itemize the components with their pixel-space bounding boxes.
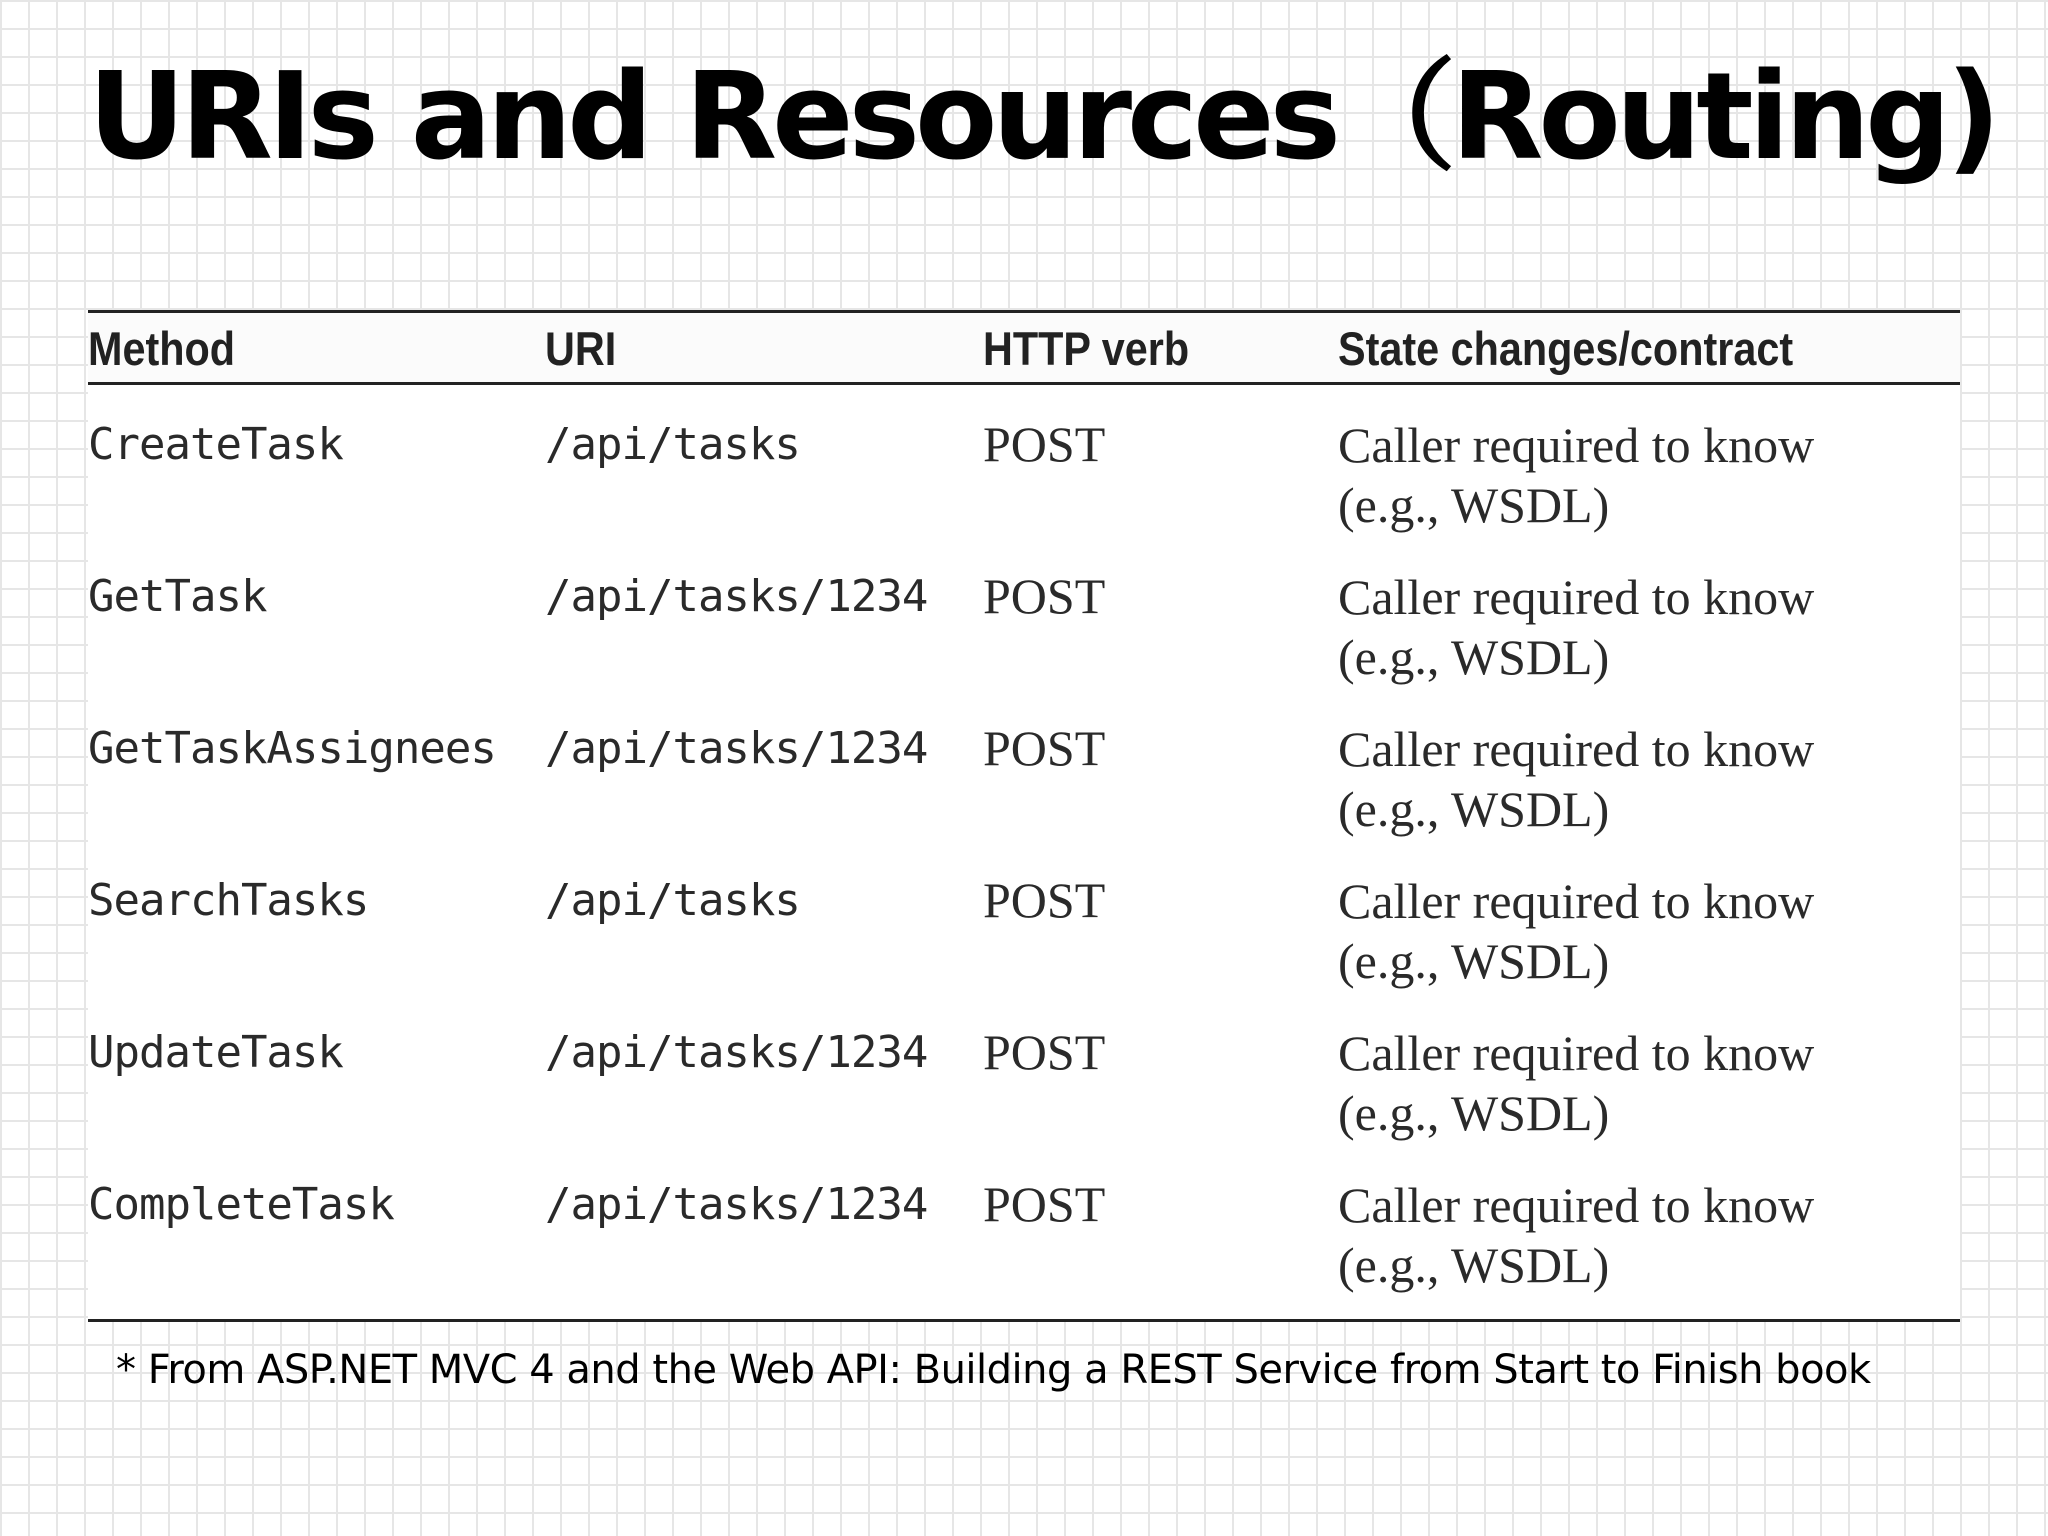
cell-state-line-2: (e.g., WSDL) [1338, 781, 1610, 837]
cell-uri: /api/tasks/1234 [545, 1179, 928, 1230]
routing-table [88, 310, 1960, 1322]
table-row [88, 689, 1960, 841]
table-row [88, 993, 1960, 1145]
cell-state-line-1: Caller required to know [1338, 1025, 1815, 1081]
header-state-changes: State changes/contract [1338, 322, 1794, 375]
cell-state-line-2: (e.g., WSDL) [1338, 477, 1610, 533]
cell-method: CreateTask [88, 419, 343, 470]
header-method: Method [88, 322, 236, 375]
cell-method: CompleteTask [88, 1179, 394, 1230]
header-uri: URI [545, 322, 617, 375]
cell-http-verb: POST [983, 872, 1106, 928]
table-row [88, 537, 1960, 689]
cell-uri: /api/tasks/1234 [545, 571, 928, 622]
table-header-row [88, 313, 1960, 385]
cell-state-line-2: (e.g., WSDL) [1338, 629, 1610, 685]
cell-state-line-2: (e.g., WSDL) [1338, 933, 1610, 989]
cell-state [1338, 1175, 1814, 1295]
cell-state-line-1: Caller required to know [1338, 569, 1815, 625]
cell-state-line-2: (e.g., WSDL) [1338, 1085, 1610, 1141]
cell-uri: /api/tasks [545, 875, 800, 926]
cell-method: GetTask [88, 571, 267, 622]
header-http-verb: HTTP verb [983, 322, 1190, 375]
table-row [88, 385, 1960, 537]
cell-http-verb: POST [983, 1024, 1106, 1080]
cell-method: UpdateTask [88, 1027, 343, 1078]
cell-state [1338, 415, 1814, 535]
cell-uri: /api/tasks/1234 [545, 1027, 928, 1078]
slide-title: URIs and Resources（Routing) [88, 48, 1996, 187]
cell-state-line-1: Caller required to know [1338, 1177, 1815, 1233]
table-row [88, 841, 1960, 993]
cell-uri: /api/tasks/1234 [545, 723, 928, 774]
cell-http-verb: POST [983, 568, 1106, 624]
cell-state-line-1: Caller required to know [1338, 721, 1815, 777]
cell-state-line-1: Caller required to know [1338, 417, 1815, 473]
table-body [88, 385, 1960, 1297]
cell-state-line-2: (e.g., WSDL) [1338, 1237, 1610, 1293]
cell-http-verb: POST [983, 416, 1106, 472]
cell-state [1338, 567, 1814, 687]
cell-method: SearchTasks [88, 875, 369, 926]
cell-method: GetTaskAssignees [88, 723, 496, 774]
cell-state [1338, 1023, 1814, 1143]
cell-state [1338, 719, 1814, 839]
source-footnote: * From ASP.NET MVC 4 and the Web API: Building a REST Service from Start to Finish book [116, 1347, 1871, 1393]
cell-http-verb: POST [983, 1176, 1106, 1232]
cell-state [1338, 871, 1814, 991]
cell-uri: /api/tasks [545, 419, 800, 470]
cell-state-line-1: Caller required to know [1338, 873, 1815, 929]
cell-http-verb: POST [983, 720, 1106, 776]
table-row [88, 1145, 1960, 1297]
